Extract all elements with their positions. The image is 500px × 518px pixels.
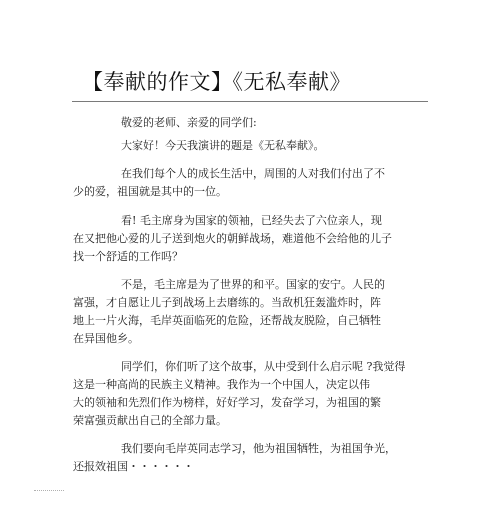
text-line: 找一个舒适的工作吗？ [73, 250, 183, 263]
text-line: 我们要向毛岸英同志学习，他为祖国牺牲，为祖国争光， [121, 442, 396, 455]
text-line: 不是，毛主席是为了世界的和平。国家的安宁。人民的 [121, 278, 385, 291]
text-line: 同学们，你们听了这个故事，从中受到什么启示呢 ?我觉得 [121, 360, 406, 373]
text-line: 看! 毛主席身为国家的领袖，已经失去了六位亲人，现 [121, 214, 382, 227]
text-line: 在我们每个人的成长生活中，周围的人对我们付出了不 [121, 167, 385, 180]
text-line: 敬爱的老师、亲爱的同学们: [121, 116, 257, 129]
text-line: 在异国他乡。 [73, 332, 139, 345]
text-line: 少的爱，祖国就是其中的一位。 [73, 185, 227, 198]
page-corner-mark [34, 490, 64, 492]
text-line: 这是一种高尚的民族主义精神。我作为一个中国人，决定以伟 [73, 378, 370, 391]
title-divider [72, 101, 428, 102]
text-line: 还报效祖国・・・・・・ [73, 460, 194, 473]
text-line: 荣富强贡献出自己的全部力量。 [73, 414, 227, 427]
text-line: 大家好！今天我演讲的题是《无私奉献》。 [121, 139, 325, 152]
page-title: 【奉献的作文】《无私奉献》 [82, 70, 351, 94]
text-line: 在又把他心爱的儿子送到炮火的朝鲜战场，难道他不会给他的儿子 [73, 232, 392, 245]
text-line: 大的领袖和先烈们作为榜样，好好学习，发奋学习，为祖国的繁 [73, 396, 381, 409]
text-line: 富强，才自愿让儿子到战场上去磨练的。当敌机狂轰滥炸时，阵 [73, 296, 381, 309]
text-line: 地上一片火海，毛岸英面临死的危险，还帮战友脱险，自己牺牲 [73, 314, 381, 327]
